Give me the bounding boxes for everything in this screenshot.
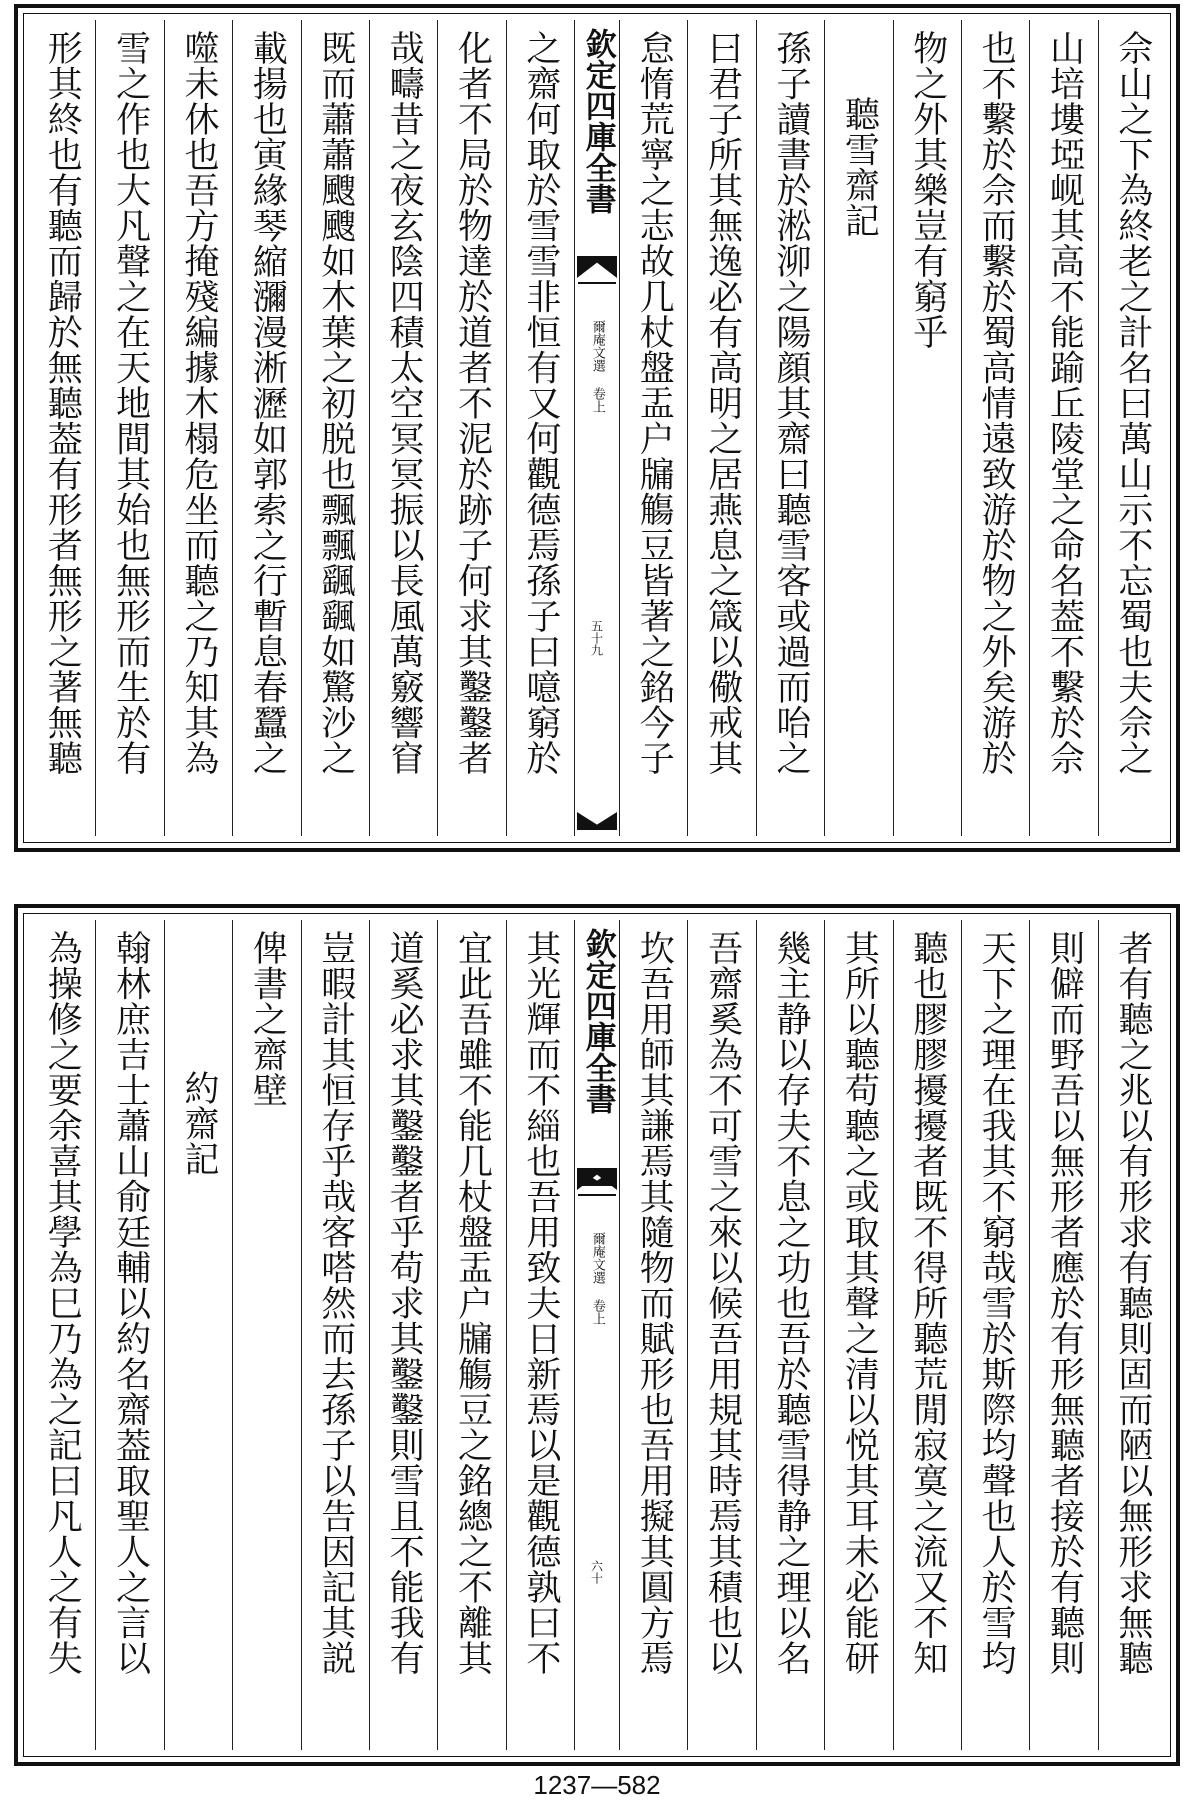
text-column [687, 20, 755, 836]
page-bottom [14, 904, 1180, 1766]
text-column [28, 920, 95, 1750]
text-column [619, 920, 687, 1750]
text-column [619, 20, 687, 836]
column-text: 之齋何取於雪雪非恒有又何觀德焉孫子曰噫窮於 [520, 30, 561, 776]
column-text: 佘山之下為終老之計名曰萬山示不忘蜀也夫佘之 [1112, 30, 1153, 776]
column-text: 哉疇昔之夜玄陰四積太空冥冥振以長風萬竅響窅 [384, 30, 425, 776]
text-column [506, 20, 574, 836]
column-text: 宜此吾雖不能几杖盤盂户牖觴豆之銘總之不離其 [452, 930, 493, 1676]
column-text: 其所以聽苟聽之或取其聲之清以悦其耳未必能研 [839, 930, 880, 1676]
text-column [1029, 920, 1097, 1750]
volume-page-footer: 1237—582 [533, 1770, 661, 1800]
banner-subtitle: 爾庵文選 卷上 [589, 320, 605, 413]
text-column [437, 920, 505, 1750]
divider [578, 282, 616, 284]
text-column [369, 920, 437, 1750]
text-column [1098, 920, 1166, 1750]
text-column [961, 20, 1029, 836]
column-text: 噬未休也吾方掩殘編據木榻危坐而聽之乃知其為 [178, 30, 219, 776]
text-column [437, 20, 505, 836]
text-column [301, 20, 369, 836]
text-column [756, 20, 824, 836]
column-text: 豈暇計其恒存乎哉客嗒然而去孫子以告因記其説 [315, 930, 356, 1676]
banner-title: 欽定四庫全書 [579, 928, 616, 1114]
column-text: 者有聽之兆以有形求有聽則固而陋以無形求無聽 [1112, 930, 1153, 1676]
text-column [95, 920, 163, 1750]
section-title: 聽雪齋記 [839, 96, 880, 238]
column-text: 吾齋奚為不可雪之來以候吾用規其時焉其積也以 [702, 930, 743, 1676]
column-text: 坎吾用師其謙焉其隨物而賦形也吾用擬其圓方焉 [634, 930, 675, 1676]
column-text: 雪之作也大凡聲之在天地間其始也無形而生於有 [110, 30, 151, 776]
text-column [232, 920, 300, 1750]
column-text: 也不繫於佘而繫於蜀高情遠致游於物之外矣游於 [976, 30, 1017, 776]
center-banner [574, 20, 619, 836]
text-column [687, 920, 755, 1750]
text-column [1029, 20, 1097, 836]
text-column [824, 920, 892, 1750]
text-column [893, 920, 961, 1750]
text-column [961, 920, 1029, 1750]
text-column [301, 920, 369, 1750]
text-column [756, 920, 824, 1750]
page-number: 六十 [589, 1560, 604, 1584]
column-text: 幾主静以存夫不息之功也吾於聽雪得静之理以名 [770, 930, 811, 1676]
divider [578, 1194, 616, 1196]
column-text: 其光輝而不緇也吾用致夫日新焉以是觀德孰曰不 [520, 930, 561, 1676]
banner-title: 欽定四庫全書 [579, 28, 616, 214]
column-text: 則僻而野吾以無形者應於有形無聽者接於有聽則 [1044, 930, 1085, 1676]
page-number: 五十九 [589, 620, 604, 656]
column-text: 形其終也有聽而歸於無聽葢有形者無形之著無聽 [42, 30, 83, 776]
column-text: 道奚必求其鑿鑿者乎苟求其鑿鑿則雪且不能我有 [384, 930, 425, 1676]
column-text: 為操修之要余喜其學為巳乃為之記曰凡人之有失 [42, 930, 83, 1676]
text-column [893, 20, 961, 836]
text-column [369, 20, 437, 836]
column-text: 聽也膠膠擾擾者既不得所聽荒閒寂寞之流又不知 [907, 930, 948, 1676]
column-text: 既而蕭蕭颼颼如木葉之初脱也飄飄颻颻如驚沙之 [315, 30, 356, 776]
column-text: 孫子讀書於淞泖之陽顔其齋曰聽雪客或過而咍之 [770, 30, 811, 776]
column-text: 物之外其樂豈有窮乎 [907, 30, 948, 350]
text-column [824, 20, 892, 836]
page-top [14, 4, 1180, 852]
column-text: 曰君子所其無逸必有高明之居燕息之箴以儆戒其 [702, 30, 743, 776]
section-title: 約齋記 [178, 1070, 219, 1177]
page-top-columns [28, 20, 1166, 836]
text-column [164, 920, 232, 1750]
fishtail-mark-icon [577, 256, 617, 278]
fishtail-mark-icon [577, 812, 617, 830]
text-column [232, 20, 300, 836]
center-banner [574, 920, 619, 1750]
column-text: 載揚也寅緣琴縮瀰漫淅瀝如郭索之行暫息春蠶之 [247, 30, 288, 776]
page-bottom-columns [28, 920, 1166, 1750]
text-column [95, 20, 163, 836]
column-text: 山培塿埡岘其高不能踰丘陵堂之命名葢不繫於佘 [1044, 30, 1085, 776]
banner-subtitle: 爾庵文選 卷上 [589, 1232, 605, 1325]
column-text: 俾書之齋壁 [247, 930, 288, 1108]
text-column [506, 920, 574, 1750]
column-text: 翰林庶吉士蕭山俞廷輔以約名齋葢取聖人之言以 [110, 930, 151, 1676]
text-column [1098, 20, 1166, 836]
column-text: 化者不局於物達於道者不泥於跡子何求其鑿鑿者 [452, 30, 493, 776]
column-text: 怠惰荒寧之志故几杖盤盂户牖觴豆皆著之銘今子 [634, 30, 675, 776]
column-text: 天下之理在我其不窮哉雪於斯際均聲也人於雪均 [976, 930, 1017, 1676]
text-column [164, 20, 232, 836]
text-column [28, 20, 95, 836]
